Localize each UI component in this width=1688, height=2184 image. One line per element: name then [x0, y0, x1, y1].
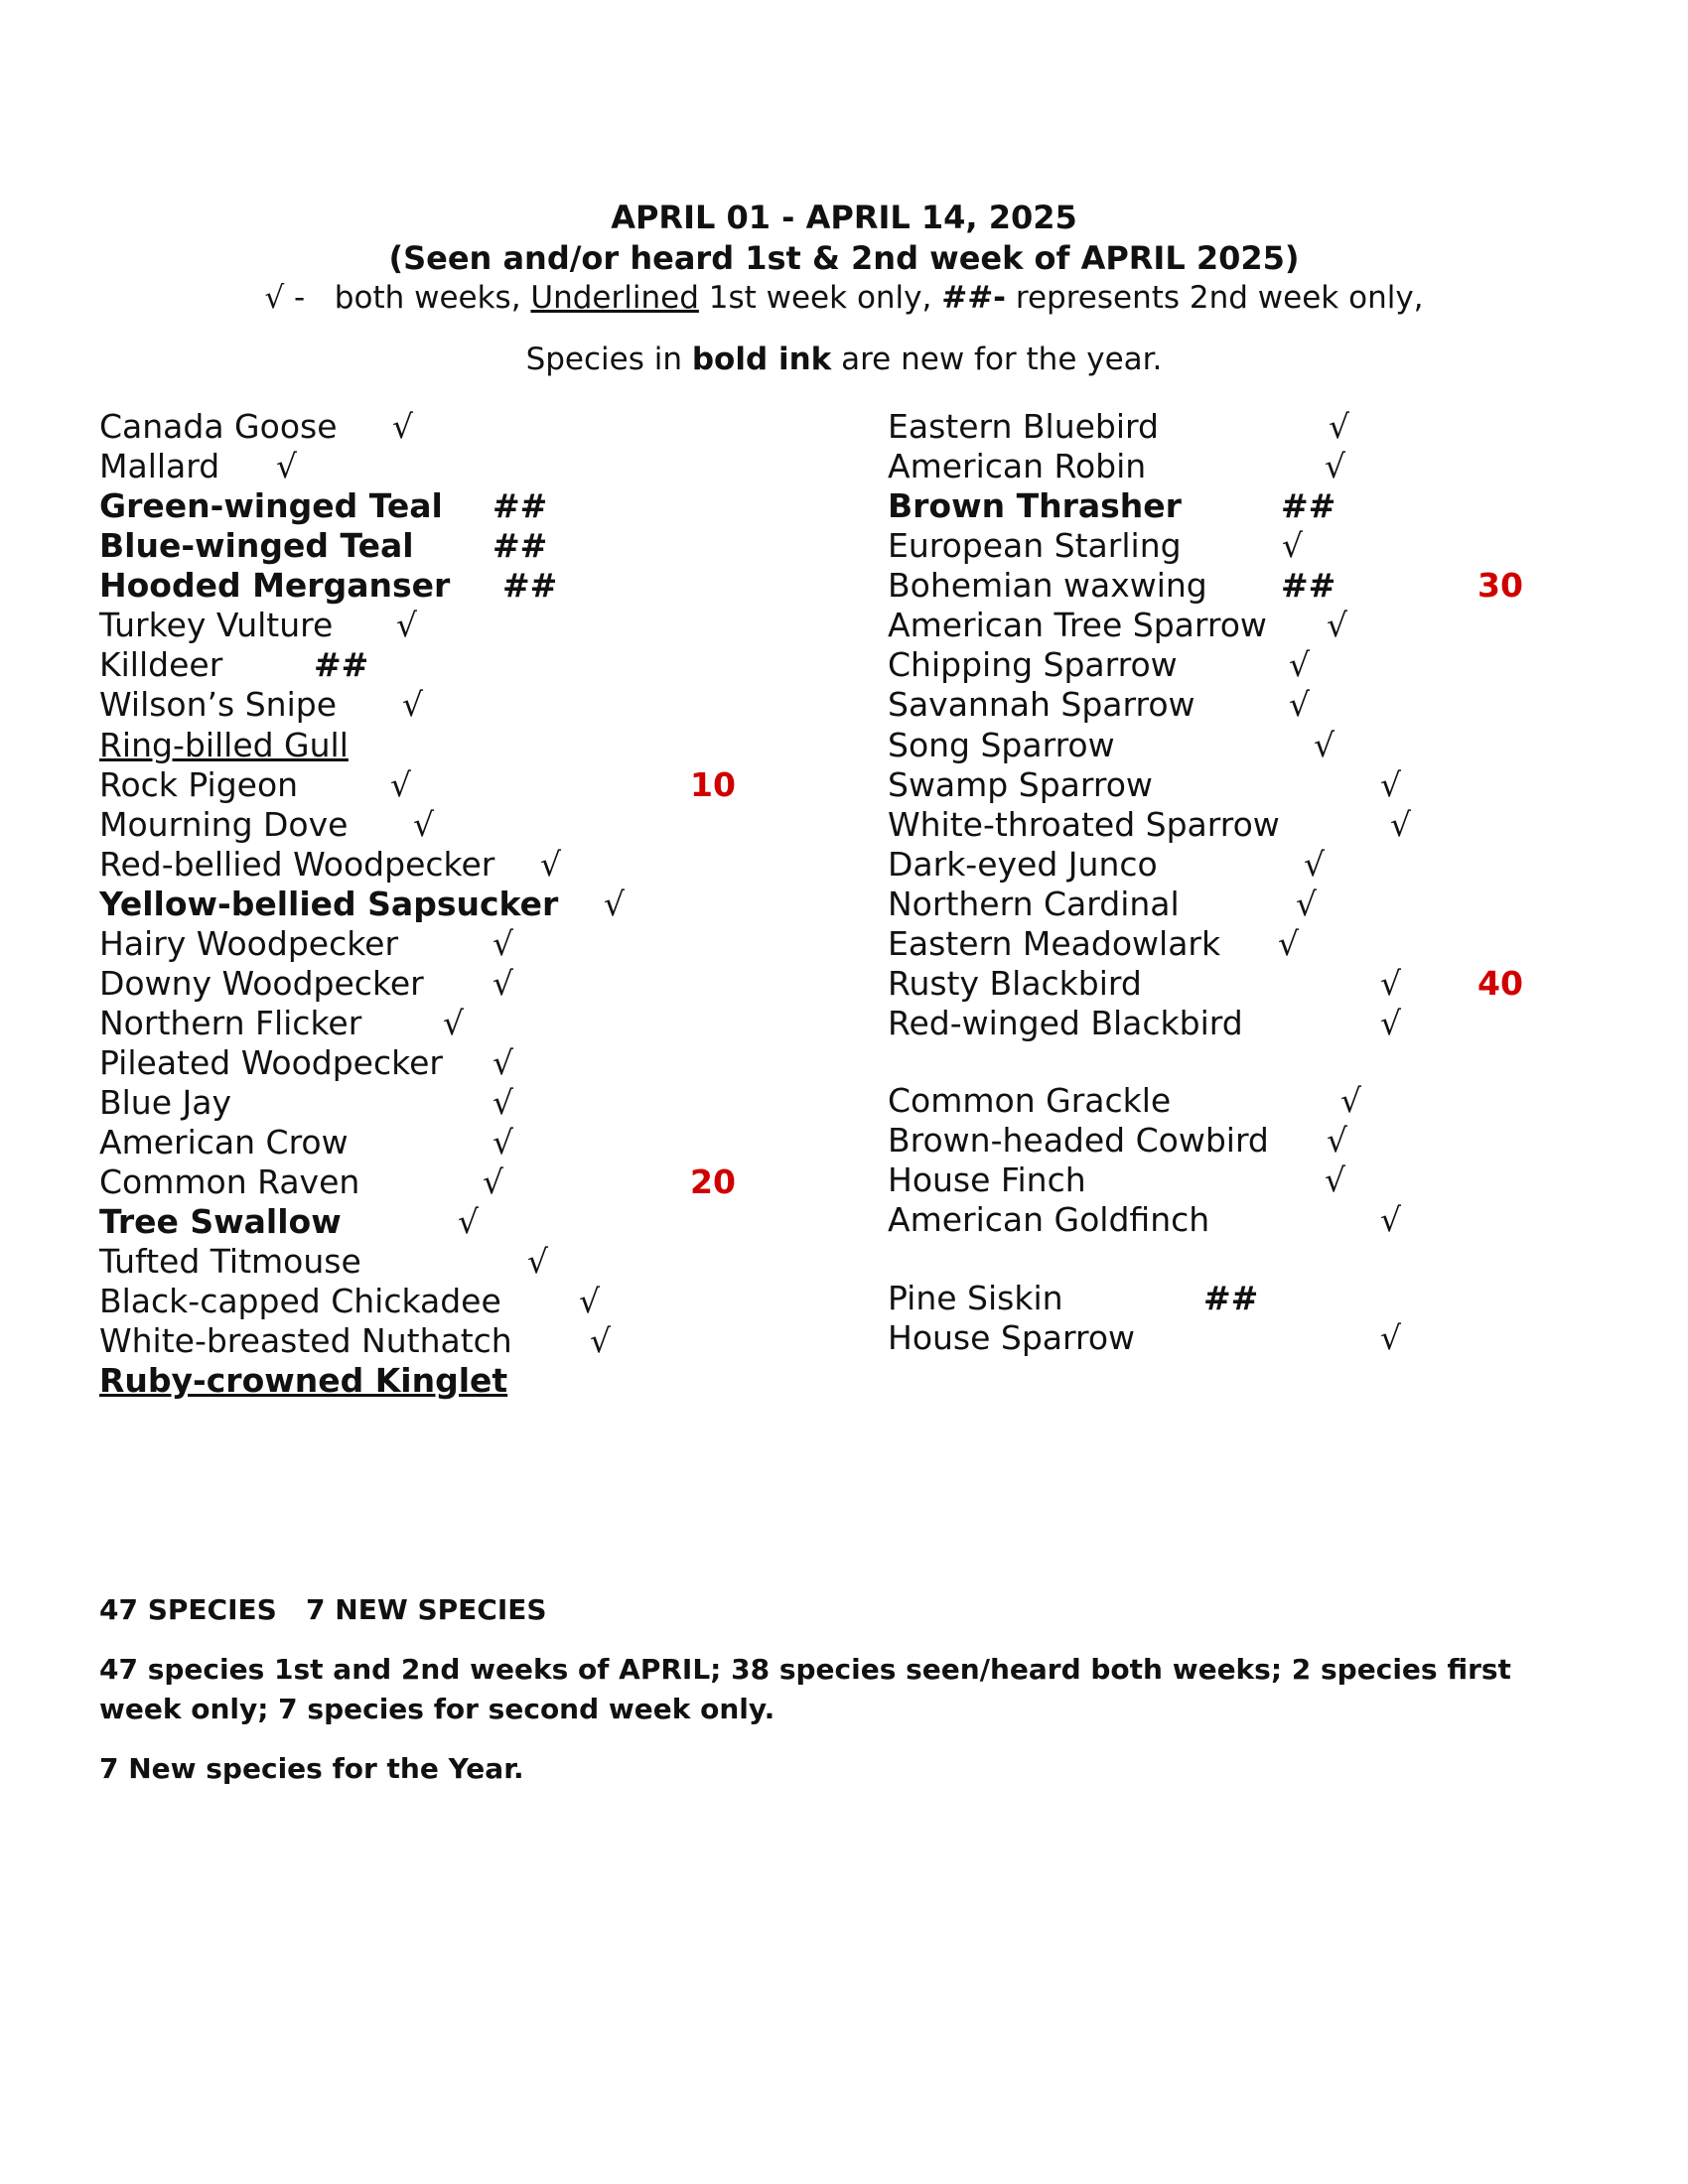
species-name: White-throated Sparrow [888, 805, 1280, 844]
species-name: American Tree Sparrow [888, 606, 1267, 644]
check-mark: √ [1380, 765, 1402, 804]
count-value: 30 [1477, 566, 1523, 605]
species-name: Green-winged Teal [99, 486, 443, 525]
species-name: Yellow-bellied Sapsucker [99, 885, 559, 923]
check-mark: √ [1380, 1318, 1402, 1357]
legend-second: represents 2nd week only, [1015, 280, 1424, 316]
check-mark: √ [276, 447, 298, 485]
hash-mark: ## [492, 526, 548, 565]
species-name: Swamp Sparrow [888, 765, 1153, 804]
check-mark: √ [1304, 845, 1326, 884]
legend-first: 1st week only, [708, 280, 932, 316]
check-mark: √ [1380, 964, 1402, 1003]
check-mark: √ [1327, 1121, 1348, 1160]
check-mark: √ [1380, 1004, 1402, 1042]
species-name: Mallard [99, 447, 220, 485]
page-title: APRIL 01 - APRIL 14, 2025 [611, 199, 1077, 236]
species-name: Northern Cardinal [888, 885, 1180, 923]
species-name: Pileated Woodpecker [99, 1043, 443, 1082]
count-value: 40 [1477, 964, 1523, 1003]
legend-both: both weeks, [334, 280, 521, 316]
species-name: Song Sparrow [888, 726, 1115, 764]
check-mark: √ [527, 1242, 549, 1281]
totals-line: 47 SPECIES 7 NEW SPECIES [99, 1593, 547, 1626]
species-name: White-breasted Nuthatch [99, 1321, 512, 1360]
species-name: Dark-eyed Junco [888, 845, 1158, 884]
page-subtitle: (Seen and/or heard 1st & 2nd week of APRIL 2025) [388, 239, 1300, 277]
check-mark: √ [443, 1004, 465, 1042]
legend-line [0, 280, 1688, 316]
legend-hash: ##- [941, 280, 1007, 316]
count-value: 10 [690, 765, 736, 804]
species-name: Chipping Sparrow [888, 645, 1178, 684]
check-mark: √ [1329, 407, 1350, 446]
check-mark: √ [1325, 1160, 1346, 1199]
hash-mark: ## [502, 566, 558, 605]
check-mark: √ [590, 1321, 612, 1360]
species-name: Ruby-crowned Kinglet [99, 1361, 508, 1400]
species-name: Savannah Sparrow [888, 685, 1196, 724]
check-mark: √ [413, 805, 435, 844]
check-mark: √ [392, 407, 414, 446]
species-name: Brown Thrasher [888, 486, 1182, 525]
note-pre: Species in [525, 341, 682, 377]
check-mark: √ [492, 1043, 514, 1082]
check-mark: √ [483, 1162, 504, 1201]
species-name: Rusty Blackbird [888, 964, 1142, 1003]
check-mark: √ [492, 924, 514, 963]
check-mark: √ [396, 606, 418, 644]
check-mark: √ [492, 1123, 514, 1161]
check-mark: √ [1390, 805, 1412, 844]
species-name: Wilson’s Snipe [99, 685, 337, 724]
count-value: 20 [690, 1162, 736, 1201]
species-name: Rock Pigeon [99, 765, 299, 804]
species-name: Hairy Woodpecker [99, 924, 399, 963]
species-name: Canada Goose [99, 407, 338, 446]
species-name: American Robin [888, 447, 1147, 485]
check-mark: √ [1314, 726, 1336, 764]
hash-mark: ## [1203, 1279, 1259, 1317]
hash-mark: ## [314, 645, 369, 684]
check-mark: √ [1289, 645, 1311, 684]
species-name: Tufted Titmouse [99, 1242, 361, 1281]
species-name: Killdeer [99, 645, 223, 684]
species-name: House Finch [888, 1160, 1086, 1199]
species-name: Brown-headed Cowbird [888, 1121, 1269, 1160]
species-name: Eastern Meadowlark [888, 924, 1221, 963]
species-name: Mourning Dove [99, 805, 349, 844]
note-post: are new for the year. [841, 341, 1163, 377]
species-name: Northern Flicker [99, 1004, 362, 1042]
legend-check: √ - [264, 280, 306, 316]
hash-mark: ## [1281, 566, 1336, 605]
new-year-line: 7 New species for the Year. [99, 1752, 524, 1785]
species-name: Black-capped Chickadee [99, 1282, 501, 1320]
check-mark: √ [1282, 526, 1304, 565]
check-mark: √ [402, 685, 424, 724]
check-mark: √ [1327, 606, 1348, 644]
species-name: Turkey Vulture [99, 606, 334, 644]
species-name: Bohemian waxwing [888, 566, 1207, 605]
species-name: Ring-billed Gull [99, 726, 349, 764]
check-mark: √ [579, 1282, 601, 1320]
check-mark: √ [1340, 1081, 1362, 1120]
species-name: House Sparrow [888, 1318, 1136, 1357]
check-mark: √ [492, 1083, 514, 1122]
check-mark: √ [492, 964, 514, 1003]
hash-mark: ## [1281, 486, 1336, 525]
species-name: Red-bellied Woodpecker [99, 845, 495, 884]
species-name: Common Grackle [888, 1081, 1172, 1120]
species-name: Blue Jay [99, 1083, 231, 1122]
species-name: Common Raven [99, 1162, 360, 1201]
check-mark: √ [390, 765, 412, 804]
check-mark: √ [540, 845, 562, 884]
note-bold: bold ink [691, 341, 832, 377]
hash-mark: ## [492, 486, 548, 525]
species-name: Downy Woodpecker [99, 964, 424, 1003]
new-species-note [0, 341, 1688, 377]
check-mark: √ [1380, 1200, 1402, 1239]
species-name: Tree Swallow [99, 1202, 342, 1241]
species-name: American Crow [99, 1123, 349, 1161]
species-name: Eastern Bluebird [888, 407, 1159, 446]
species-name: European Starling [888, 526, 1182, 565]
check-mark: √ [1325, 447, 1346, 485]
species-name: Red-winged Blackbird [888, 1004, 1243, 1042]
species-name: American Goldfinch [888, 1200, 1210, 1239]
check-mark: √ [1296, 885, 1318, 923]
legend-underlined: Underlined [530, 280, 699, 316]
check-mark: √ [458, 1202, 480, 1241]
species-name: Pine Siskin [888, 1279, 1063, 1317]
check-mark: √ [1278, 924, 1300, 963]
summary-paragraph: 47 species 1st and 2nd weeks of APRIL; 38 species seen/heard both weeks; 2 species first week only; 7 species for second week only. [99, 1653, 1511, 1725]
species-name: Hooded Merganser [99, 566, 451, 605]
check-mark: √ [604, 885, 626, 923]
species-name: Blue-winged Teal [99, 526, 414, 565]
check-mark: √ [1289, 685, 1311, 724]
